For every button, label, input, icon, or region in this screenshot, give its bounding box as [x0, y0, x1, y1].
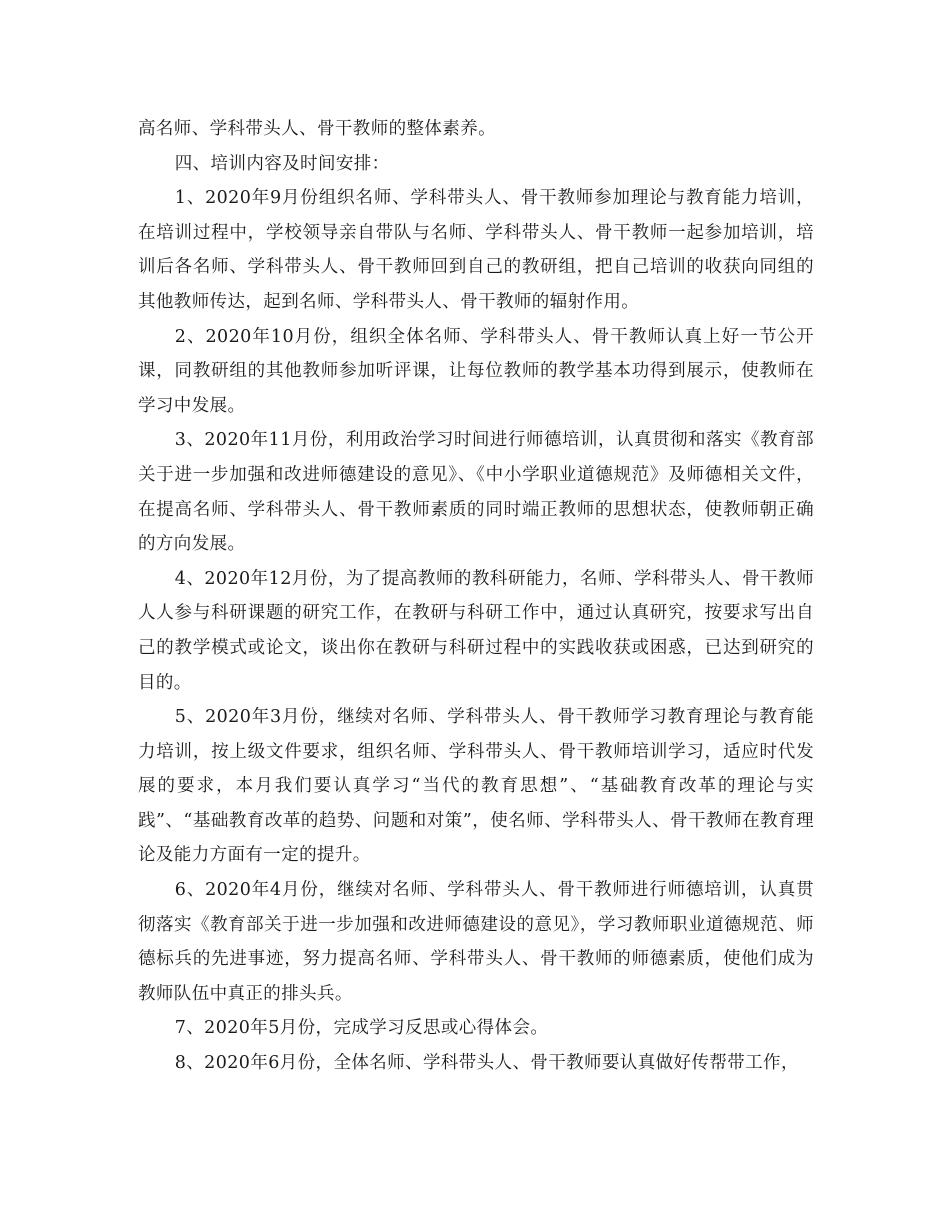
- schedule-item-7: 7、2020年5月份，完成学习反思或心得体会。: [174, 1018, 549, 1039]
- paragraph-continuation: 高名师、学科带头人、骨干教师的整体素养。: [138, 119, 496, 139]
- schedule-item-4: 4、2020年12月份，为了提高教师的教科研能力，名师、学科带头人、骨干教师人人参与科研课题的研究工作，在教研与科研工作中，通过认真研究，按要求写出自己的教学模式或论文，谈出你在教研与科研过程中的实践收获或困惑，已达到研究的目的。: [138, 568, 814, 693]
- schedule-item-3: 3、2020年11月份，利用政治学习时间进行师德培训，认真贯彻和落实《教育部关于进一步加强和改进师德建设的意见》、《中小学职业道德规范》及师德相关文件，在提高名师、学科带头人、骨干教师素质的同时端正教师的思想状态，使教师朝正确的方向发展。: [138, 430, 814, 555]
- schedule-item-5: 5、2020年3月份，继续对名师、学科带头人、骨干教师学习教育理论与教育能力培训，按上级文件要求，组织名师、学科带头人、骨干教师培训学习，适应时代发展的要求，本月我们要认真学习“当代的教育思想”、“基础教育改革的理论与实践”、“基础教育改革的趋势、问题和对策”，使名师、学科带头人、骨干教师在教育理论及能力方面有一定的提升。: [138, 707, 814, 866]
- document-body: [138, 112, 814, 1081]
- schedule-item-6: 6、2020年4月份，继续对名师、学科带头人、骨干教师进行师德培训，认真贯彻落实《教育部关于进一步加强和改进师德建设的意见》，学习教师职业道德规范、师德标兵的先进事迹，努力提高名师、学科带头人、骨干教师的师德素质，使他们成为教师队伍中真正的排头兵。: [138, 880, 814, 1004]
- schedule-item-2: 2、2020年10月份，组织全体名师、学科带头人、骨干教师认真上好一节公开课，同教研组的其他教师参加听评课，让每位教师的教学基本功得到展示，使教师在学习中发展。: [138, 326, 814, 416]
- schedule-item-1: 1、2020年9月份组织名师、学科带头人、骨干教师参加理论与教育能力培训，在培训过程中，学校领导亲自带队与名师、学科带头人、骨干教师一起参加培训，培训后各名师、学科带头人、骨干教师回到自己的教研组，把自己培训的收获向同组的其他教师传达，起到名师、学科带头人、骨干教师的辐射作用。: [138, 188, 814, 312]
- schedule-item-8: 8、2020年6月份，全体名师、学科带头人、骨干教师要认真做好传帮带工作，: [174, 1053, 799, 1074]
- section-heading-training-schedule: 四、培训内容及时间安排：: [174, 153, 390, 174]
